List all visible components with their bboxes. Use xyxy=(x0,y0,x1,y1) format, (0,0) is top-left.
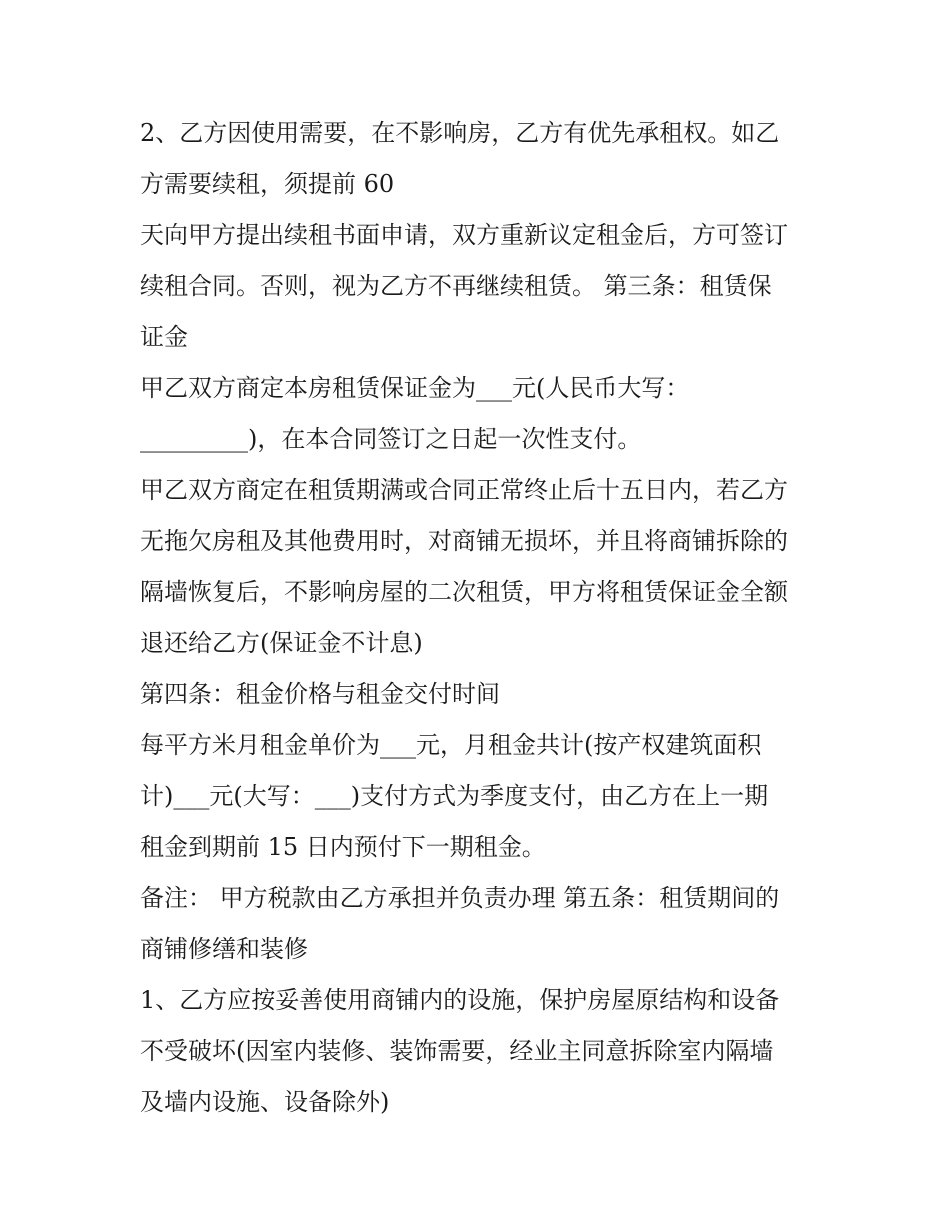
text-line: 计)___元(大写：___)支付方式为季度支付，由乙方在上一期 xyxy=(140,782,769,810)
text-line: 甲乙双方商定本房租赁保证金为___元(人民币大写： xyxy=(140,374,690,402)
text-line: 不受破坏(因室内装修、装饰需要，经业主同意拆除室内隔墙 xyxy=(140,1037,774,1065)
document-body xyxy=(140,108,820,1128)
section-heading: 第四条：租金价格与租金交付时间 xyxy=(140,680,500,708)
text-line: 续租合同。否则，视为乙方不再继续租赁。 第三条：租赁保 xyxy=(140,272,772,300)
text-line: 1、乙方应按妥善使用商铺内的设施，保护房屋原结构和设备 xyxy=(140,986,780,1014)
text-line: 每平方米月租金单价为___元，月租金共计(按产权建筑面积 xyxy=(140,731,762,759)
text-line: 隔墙恢复后，不影响房屋的二次租赁，甲方将租赁保证金全额 xyxy=(140,578,788,606)
text-line: 方需要续租，须提前 60 xyxy=(140,170,395,198)
text-line: 天向甲方提出续租书面申请，双方重新议定租金后，方可签订 xyxy=(140,221,788,249)
text-line: 2、乙方因使用需要，在不影响房，乙方有优先承租权。如乙 xyxy=(140,119,780,147)
text-line: 及墙内设施、设备除外) xyxy=(140,1088,390,1116)
text-line: 备注： 甲方税款由乙方承担并负责办理 第五条：租赁期间的 xyxy=(140,884,780,912)
text-line: 证金 xyxy=(140,323,188,351)
text-line: _________)，在本合同签订之日起一次性支付。 xyxy=(140,425,642,453)
text-line: 甲乙双方商定在租赁期满或合同正常终止后十五日内，若乙方 xyxy=(140,476,788,504)
text-line: 商铺修缮和装修 xyxy=(140,935,308,963)
text-line: 租金到期前 15 日内预付下一期租金。 xyxy=(140,833,546,861)
text-line: 退还给乙方(保证金不计息) xyxy=(140,629,423,657)
text-line: 无拖欠房租及其他费用时，对商铺无损坏，并且将商铺拆除的 xyxy=(140,527,788,555)
